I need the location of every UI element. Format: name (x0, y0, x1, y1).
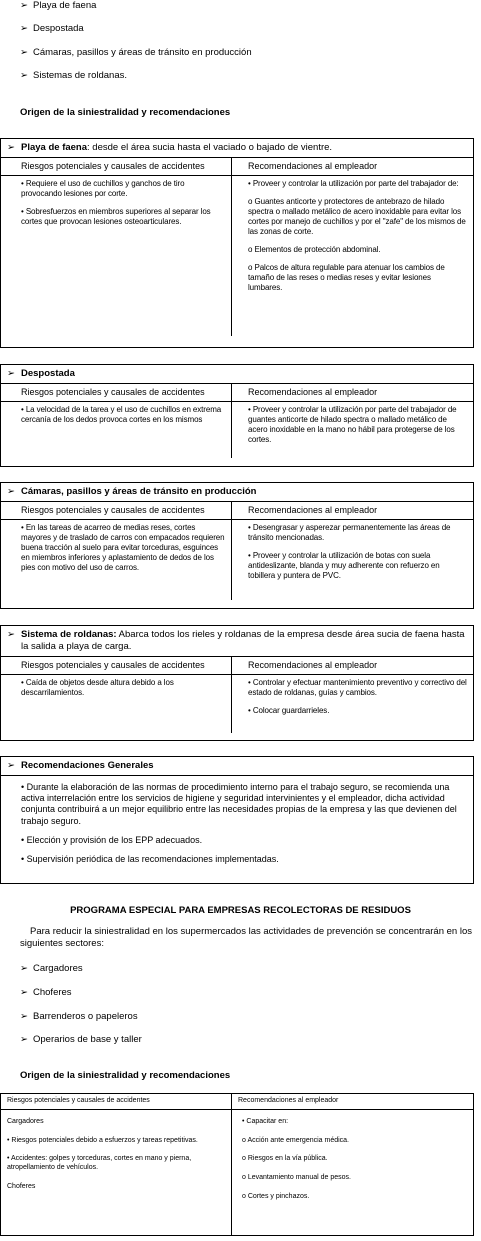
risk-cell: • Caída de objetos desde altura debido a los descarrilamientos. (1, 675, 232, 733)
arrow-bullet-icon: ➢ (7, 486, 15, 497)
program-paragraph: Para reducir la siniestralidad en los supermercados las actividades de prevención se concentrarán en los siguientes sectores: (20, 926, 472, 949)
table-header: ➢ Sistema de roldanas: Abarca todos los rieles y roldanas de la empresa desde área sucia de faena hasta la salida a playa de carga. (1, 626, 473, 657)
arrow-bullet-icon: ➢ (7, 629, 15, 640)
col-risk-header: Riesgos potenciales y causales de accidentes (1, 502, 232, 520)
list-item: ➢ Barrenderos o papeleros (20, 1011, 138, 1022)
section-heading: Origen de la siniestralidad y recomendaciones (20, 107, 231, 118)
table-row (1, 520, 473, 600)
list-item: • Supervisión periódica de las recomendaciones implementadas. (21, 854, 279, 865)
list-item: ➢ Choferes (20, 987, 72, 998)
arrow-bullet-icon: ➢ (20, 47, 28, 58)
table-recolectoras (0, 1093, 474, 1236)
program-title: PROGRAMA ESPECIAL PARA EMPRESAS RECOLECTORAS DE RESIDUOS (70, 905, 411, 916)
section-heading: Origen de la siniestralidad y recomendaciones (20, 1070, 231, 1081)
general-recommendations-list (1, 776, 473, 866)
table-header: ➢ Playa de faena: desde el área sucia hasta el vaciado o bajado de vientre. (1, 139, 473, 158)
col-rec-header: Recomendaciones al empleador (232, 1094, 473, 1110)
col-rec-header: Recomendaciones al empleador (232, 502, 473, 520)
arrow-bullet-icon: ➢ (20, 963, 28, 974)
table-camaras (0, 482, 474, 609)
list-item: • Durante la elaboración de las normas de procedimiento interno para el trabajo seguro, se recomienda una activa interrelación entre los servicios de higiene y seguridad intervinientes y el empleador, dicha actividad conjunta contribuirá a un mejor equilibrio entre las necesidades propias de la empresa y las que devienen del trabajo seguro. (21, 781, 457, 826)
arrow-bullet-icon: ➢ (20, 1011, 28, 1022)
list-item: ➢ Playa de faena (20, 0, 97, 11)
column-headers (1, 502, 473, 520)
column-headers (1, 384, 473, 402)
col-risk-header: Riesgos potenciales y causales de accidentes (1, 158, 232, 176)
column-headers (1, 158, 473, 176)
arrow-bullet-icon: ➢ (20, 987, 28, 998)
column-headers (1, 657, 473, 675)
column-headers (1, 1094, 473, 1110)
arrow-bullet-icon: ➢ (20, 0, 28, 11)
list-item: ➢ Cámaras, pasillos y áreas de tránsito en producción (20, 47, 252, 58)
list-item: ➢ Operarios de base y taller (20, 1034, 142, 1045)
rec-cell: • Capacitar en: o Acción ante emergencia médica. o Riesgos en la vía pública. o Levantamiento manual de pesos. o Cortes y pinchazos. (242, 1117, 351, 1200)
table-roldanas (0, 625, 474, 741)
col-rec-header: Recomendaciones al empleador (232, 657, 473, 675)
table-despostada (0, 364, 474, 467)
col-rec-header: Recomendaciones al empleador (232, 158, 473, 176)
table-row (1, 176, 473, 336)
arrow-bullet-icon: ➢ (20, 1034, 28, 1045)
table-row (1, 675, 473, 733)
risk-cell: Cargadores • Riesgos potenciales debido a esfuerzos y tareas repetitivas. • Accidentes: golpes y torceduras, cortes en mano y pierna, atropellamiento de vehículos. Choferes (1, 1110, 232, 1235)
arrow-bullet-icon: ➢ (20, 23, 28, 34)
list-item: ➢ Despostada (20, 23, 84, 34)
table-header: ➢ Recomendaciones Generales (1, 757, 473, 776)
arrow-bullet-icon: ➢ (20, 70, 28, 81)
table-header: ➢ Cámaras, pasillos y áreas de tránsito en producción (1, 483, 473, 502)
risk-cell: • Requiere el uso de cuchillos y ganchos de tiro provocando lesiones por corte. • Sobresfuerzos en miembros superiores al separar los cortes que provocan lesiones osteoarticulares. (1, 176, 232, 336)
col-risk-header: Riesgos potenciales y causales de accidentes (1, 657, 232, 675)
rec-cell: • Desengrasar y asperezar permanentemente las áreas de tránsito mencionadas. • Proveer y controlar la utilización de botas con suela antideslizante, blanda y muy adherente con refuerzo en tobillera y puntera de PVC. (248, 523, 451, 581)
arrow-bullet-icon: ➢ (7, 760, 15, 771)
risk-cell: • La velocidad de la tarea y el uso de cuchillos en extrema cercanía de los dedos provoca cortes en los mismos (1, 402, 232, 458)
rec-cell: • Proveer y controlar la utilización por parte del trabajador de guantes anticorte de hilado spectra o mallado metálico de acero inoxidable en la mano no hábil para protegerse de los cortes. (248, 405, 457, 445)
risk-cell: • En las tareas de acarreo de medias reses, cortes mayores y de traslado de carros con empacados requieren buena tracción al suelo para evitar torceduras, esguinces en miembros inferiores y aplastamiento de dedos de los pies con motivo del uso de carros. (1, 520, 232, 600)
list-item: ➢ Sistemas de roldanas. (20, 70, 127, 81)
general-recommendations-box (0, 756, 474, 884)
table-row (1, 1110, 473, 1235)
col-risk-header: Riesgos potenciales y causales de accidentes (1, 1094, 232, 1110)
col-rec-header: Recomendaciones al empleador (232, 384, 473, 402)
arrow-bullet-icon: ➢ (7, 368, 15, 379)
col-risk-header: Riesgos potenciales y causales de accidentes (1, 384, 232, 402)
rec-cell: • Controlar y efectuar mantenimiento preventivo y correctivo del estado de roldanas, guías y cambios. • Colocar guardarrieles. (248, 678, 467, 715)
list-item: • Elección y provisión de los EPP adecuados. (21, 834, 203, 845)
list-item: ➢ Cargadores (20, 963, 83, 974)
table-row (1, 402, 473, 458)
table-playa-de-faena (0, 138, 474, 348)
arrow-bullet-icon: ➢ (7, 142, 15, 153)
table-header: ➢ Despostada (1, 365, 473, 384)
rec-cell: • Proveer y controlar la utilización por parte del trabajador de: o Guantes anticorte y protectores de antebrazo de hilado spectra o mallado metálico de acero inoxidable para evitar los cortes por manejo de cuchillos y por el "zafe" de los mismos de las zonas de corte. o Elementos de protección abdominal. o Palcos de altura regulable para atenuar los cambios de tamaño de las reses o medias reses y evitar lesiones lumbares. (248, 179, 466, 293)
